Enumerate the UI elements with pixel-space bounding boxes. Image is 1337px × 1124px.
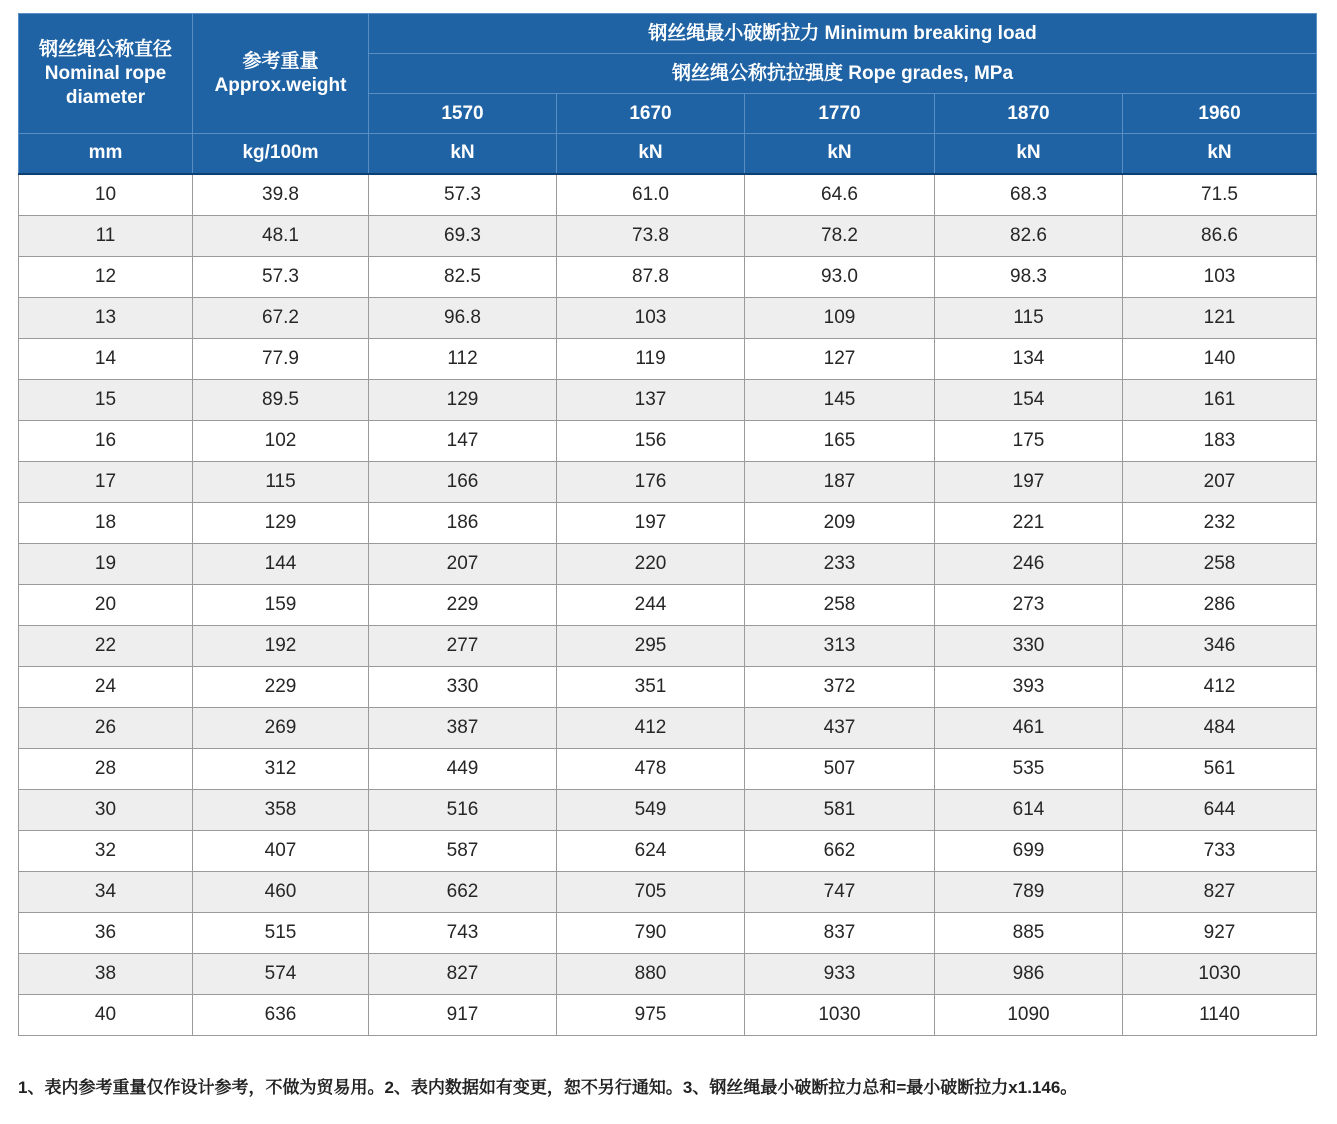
cell-breaking-load: 705 <box>557 871 745 912</box>
cell-weight: 192 <box>193 625 369 666</box>
cell-diameter: 30 <box>19 789 193 830</box>
header-grade: 1870 <box>935 94 1123 134</box>
cell-weight: 48.1 <box>193 215 369 256</box>
cell-breaking-load: 166 <box>369 461 557 502</box>
cell-breaking-load: 140 <box>1123 338 1317 379</box>
header-unit: kN <box>1123 134 1317 174</box>
cell-breaking-load: 232 <box>1123 502 1317 543</box>
cell-diameter: 12 <box>19 256 193 297</box>
header-unit: kg/100m <box>193 134 369 174</box>
cell-weight: 229 <box>193 666 369 707</box>
table-row <box>19 912 1317 953</box>
header-weight-en: Approx.weight <box>214 74 347 96</box>
units-row <box>19 134 1317 174</box>
cell-breaking-load: 587 <box>369 830 557 871</box>
rope-spec-table <box>18 13 1317 1036</box>
cell-breaking-load: 387 <box>369 707 557 748</box>
cell-breaking-load: 61.0 <box>557 174 745 216</box>
cell-weight: 115 <box>193 461 369 502</box>
table-row <box>19 994 1317 1035</box>
cell-breaking-load: 115 <box>935 297 1123 338</box>
table-row <box>19 666 1317 707</box>
header-unit: kN <box>557 134 745 174</box>
cell-breaking-load: 917 <box>369 994 557 1035</box>
cell-breaking-load: 186 <box>369 502 557 543</box>
table-row <box>19 748 1317 789</box>
cell-breaking-load: 986 <box>935 953 1123 994</box>
cell-breaking-load: 880 <box>557 953 745 994</box>
table-row <box>19 215 1317 256</box>
cell-breaking-load: 57.3 <box>369 174 557 216</box>
header-weight <box>193 14 369 134</box>
header-rope-grades: 钢丝绳公称抗拉强度 Rope grades, MPa <box>369 54 1317 94</box>
cell-diameter: 22 <box>19 625 193 666</box>
cell-breaking-load: 233 <box>745 543 935 584</box>
cell-breaking-load: 246 <box>935 543 1123 584</box>
cell-breaking-load: 69.3 <box>369 215 557 256</box>
cell-weight: 67.2 <box>193 297 369 338</box>
header-unit: mm <box>19 134 193 174</box>
cell-breaking-load: 98.3 <box>935 256 1123 297</box>
cell-breaking-load: 175 <box>935 420 1123 461</box>
cell-weight: 515 <box>193 912 369 953</box>
cell-breaking-load: 82.5 <box>369 256 557 297</box>
header-grade: 1670 <box>557 94 745 134</box>
cell-breaking-load: 372 <box>745 666 935 707</box>
cell-breaking-load: 1140 <box>1123 994 1317 1035</box>
cell-breaking-load: 449 <box>369 748 557 789</box>
footnote: 1、表内参考重量仅作设计参考，不做为贸易用。2、表内数据如有变更，恕不另行通知。3、钢丝绳最小破断拉力总和=最小破断拉力x1.146。 <box>18 1078 1078 1097</box>
cell-weight: 77.9 <box>193 338 369 379</box>
cell-weight: 57.3 <box>193 256 369 297</box>
cell-diameter: 15 <box>19 379 193 420</box>
cell-breaking-load: 330 <box>935 625 1123 666</box>
table-row <box>19 830 1317 871</box>
cell-breaking-load: 789 <box>935 871 1123 912</box>
cell-breaking-load: 743 <box>369 912 557 953</box>
cell-breaking-load: 295 <box>557 625 745 666</box>
cell-breaking-load: 197 <box>935 461 1123 502</box>
cell-diameter: 14 <box>19 338 193 379</box>
cell-breaking-load: 747 <box>745 871 935 912</box>
cell-breaking-load: 644 <box>1123 789 1317 830</box>
cell-weight: 358 <box>193 789 369 830</box>
cell-breaking-load: 129 <box>369 379 557 420</box>
cell-breaking-load: 346 <box>1123 625 1317 666</box>
cell-breaking-load: 229 <box>369 584 557 625</box>
header-diameter-cn: 钢丝绳公称直径 <box>38 38 172 60</box>
table-row <box>19 625 1317 666</box>
cell-diameter: 10 <box>19 174 193 216</box>
cell-breaking-load: 87.8 <box>557 256 745 297</box>
cell-breaking-load: 197 <box>557 502 745 543</box>
cell-weight: 636 <box>193 994 369 1035</box>
cell-breaking-load: 549 <box>557 789 745 830</box>
cell-weight: 159 <box>193 584 369 625</box>
cell-breaking-load: 1030 <box>745 994 935 1035</box>
cell-breaking-load: 662 <box>745 830 935 871</box>
cell-breaking-load: 64.6 <box>745 174 935 216</box>
table-row <box>19 871 1317 912</box>
cell-breaking-load: 145 <box>745 379 935 420</box>
header-weight-cn: 参考重量 <box>242 50 319 72</box>
cell-breaking-load: 1030 <box>1123 953 1317 994</box>
header-breaking-load: 钢丝绳最小破断拉力 Minimum breaking load <box>369 14 1317 54</box>
cell-breaking-load: 154 <box>935 379 1123 420</box>
cell-weight: 129 <box>193 502 369 543</box>
cell-breaking-load: 207 <box>1123 461 1317 502</box>
cell-breaking-load: 478 <box>557 748 745 789</box>
cell-diameter: 11 <box>19 215 193 256</box>
cell-breaking-load: 535 <box>935 748 1123 789</box>
cell-breaking-load: 109 <box>745 297 935 338</box>
table-row <box>19 297 1317 338</box>
cell-breaking-load: 885 <box>935 912 1123 953</box>
cell-breaking-load: 507 <box>745 748 935 789</box>
cell-diameter: 17 <box>19 461 193 502</box>
cell-breaking-load: 156 <box>557 420 745 461</box>
cell-weight: 144 <box>193 543 369 584</box>
cell-breaking-load: 209 <box>745 502 935 543</box>
cell-diameter: 28 <box>19 748 193 789</box>
cell-diameter: 24 <box>19 666 193 707</box>
cell-breaking-load: 258 <box>745 584 935 625</box>
table-row <box>19 789 1317 830</box>
cell-breaking-load: 103 <box>557 297 745 338</box>
cell-weight: 269 <box>193 707 369 748</box>
cell-weight: 312 <box>193 748 369 789</box>
table-row <box>19 174 1317 216</box>
header-unit: kN <box>369 134 557 174</box>
cell-diameter: 38 <box>19 953 193 994</box>
cell-breaking-load: 221 <box>935 502 1123 543</box>
cell-breaking-load: 827 <box>1123 871 1317 912</box>
cell-breaking-load: 273 <box>935 584 1123 625</box>
cell-breaking-load: 461 <box>935 707 1123 748</box>
cell-breaking-load: 121 <box>1123 297 1317 338</box>
cell-breaking-load: 581 <box>745 789 935 830</box>
table-row <box>19 461 1317 502</box>
cell-breaking-load: 662 <box>369 871 557 912</box>
cell-diameter: 32 <box>19 830 193 871</box>
table-body <box>19 174 1317 1036</box>
cell-breaking-load: 220 <box>557 543 745 584</box>
cell-diameter: 26 <box>19 707 193 748</box>
cell-diameter: 34 <box>19 871 193 912</box>
header-grade: 1770 <box>745 94 935 134</box>
cell-diameter: 20 <box>19 584 193 625</box>
cell-breaking-load: 82.6 <box>935 215 1123 256</box>
cell-diameter: 18 <box>19 502 193 543</box>
cell-breaking-load: 437 <box>745 707 935 748</box>
cell-breaking-load: 614 <box>935 789 1123 830</box>
cell-weight: 460 <box>193 871 369 912</box>
table-row <box>19 543 1317 584</box>
header-diameter <box>19 14 193 134</box>
cell-breaking-load: 277 <box>369 625 557 666</box>
table-row <box>19 256 1317 297</box>
header-grade: 1960 <box>1123 94 1317 134</box>
cell-breaking-load: 313 <box>745 625 935 666</box>
cell-breaking-load: 827 <box>369 953 557 994</box>
cell-breaking-load: 733 <box>1123 830 1317 871</box>
cell-breaking-load: 176 <box>557 461 745 502</box>
cell-breaking-load: 137 <box>557 379 745 420</box>
table-row <box>19 420 1317 461</box>
cell-breaking-load: 73.8 <box>557 215 745 256</box>
cell-breaking-load: 93.0 <box>745 256 935 297</box>
cell-diameter: 19 <box>19 543 193 584</box>
cell-breaking-load: 71.5 <box>1123 174 1317 216</box>
cell-breaking-load: 207 <box>369 543 557 584</box>
header-grade: 1570 <box>369 94 557 134</box>
cell-breaking-load: 147 <box>369 420 557 461</box>
cell-breaking-load: 393 <box>935 666 1123 707</box>
cell-breaking-load: 837 <box>745 912 935 953</box>
cell-breaking-load: 412 <box>557 707 745 748</box>
cell-breaking-load: 975 <box>557 994 745 1035</box>
cell-breaking-load: 244 <box>557 584 745 625</box>
cell-breaking-load: 258 <box>1123 543 1317 584</box>
cell-breaking-load: 86.6 <box>1123 215 1317 256</box>
header-unit: kN <box>935 134 1123 174</box>
cell-weight: 89.5 <box>193 379 369 420</box>
cell-breaking-load: 561 <box>1123 748 1317 789</box>
cell-breaking-load: 134 <box>935 338 1123 379</box>
cell-breaking-load: 927 <box>1123 912 1317 953</box>
cell-breaking-load: 161 <box>1123 379 1317 420</box>
cell-breaking-load: 933 <box>745 953 935 994</box>
cell-weight: 407 <box>193 830 369 871</box>
cell-breaking-load: 351 <box>557 666 745 707</box>
cell-breaking-load: 790 <box>557 912 745 953</box>
cell-breaking-load: 112 <box>369 338 557 379</box>
cell-breaking-load: 330 <box>369 666 557 707</box>
cell-diameter: 36 <box>19 912 193 953</box>
cell-breaking-load: 516 <box>369 789 557 830</box>
cell-weight: 102 <box>193 420 369 461</box>
table-row <box>19 338 1317 379</box>
cell-weight: 574 <box>193 953 369 994</box>
cell-diameter: 40 <box>19 994 193 1035</box>
cell-breaking-load: 96.8 <box>369 297 557 338</box>
cell-breaking-load: 119 <box>557 338 745 379</box>
cell-breaking-load: 165 <box>745 420 935 461</box>
cell-breaking-load: 484 <box>1123 707 1317 748</box>
cell-breaking-load: 103 <box>1123 256 1317 297</box>
table-row <box>19 953 1317 994</box>
cell-breaking-load: 412 <box>1123 666 1317 707</box>
cell-breaking-load: 127 <box>745 338 935 379</box>
cell-breaking-load: 624 <box>557 830 745 871</box>
table-row <box>19 584 1317 625</box>
cell-breaking-load: 187 <box>745 461 935 502</box>
cell-breaking-load: 699 <box>935 830 1123 871</box>
cell-breaking-load: 183 <box>1123 420 1317 461</box>
cell-weight: 39.8 <box>193 174 369 216</box>
header-diameter-en: Nominal rope diameter <box>44 62 167 108</box>
cell-breaking-load: 1090 <box>935 994 1123 1035</box>
table-row <box>19 707 1317 748</box>
cell-breaking-load: 78.2 <box>745 215 935 256</box>
cell-breaking-load: 68.3 <box>935 174 1123 216</box>
table-row <box>19 502 1317 543</box>
table-header <box>19 14 1317 174</box>
cell-diameter: 13 <box>19 297 193 338</box>
cell-diameter: 16 <box>19 420 193 461</box>
cell-breaking-load: 286 <box>1123 584 1317 625</box>
table-row <box>19 379 1317 420</box>
header-unit: kN <box>745 134 935 174</box>
